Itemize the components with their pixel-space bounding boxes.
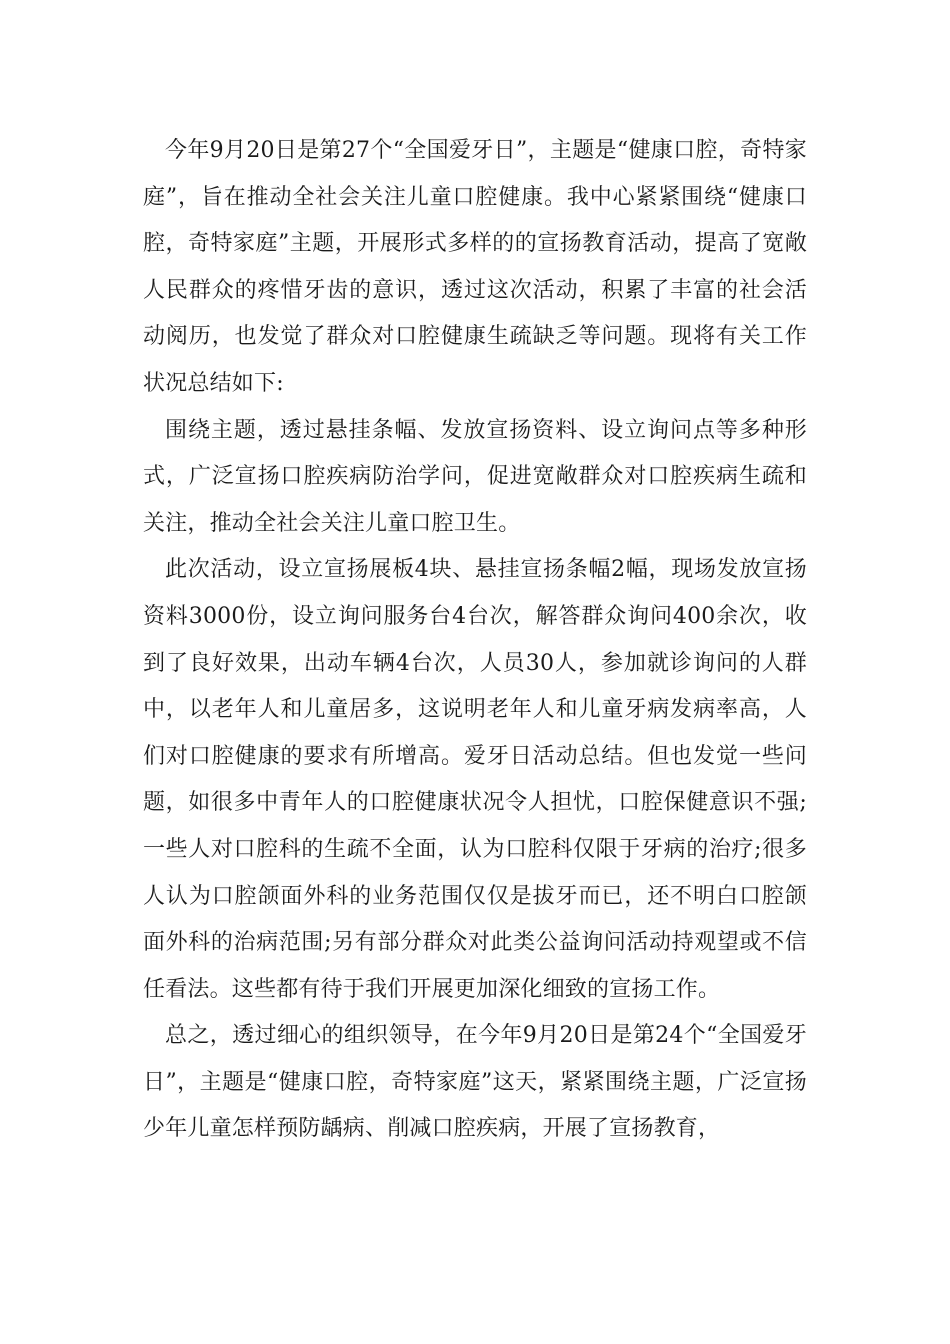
document-body	[143, 128, 807, 1153]
paragraph-summary: 总之，透过细心的组织领导，在今年9月20日是第24个“全国爱牙日”，主题是“健康口腔，奇特家庭”这天，紧紧围绕主题，广泛宣扬少年儿童怎样预防龋病、削减口腔疾病，开展了宣扬教育，	[143, 1023, 807, 1142]
paragraph-activities: 围绕主题，透过悬挂条幅、发放宣扬资料、设立询问点等多种形式，广泛宣扬口腔疾病防治学问，促进宽敞群众对口腔疾病生疏和关注，推动全社会关注儿童口腔卫生。	[143, 417, 807, 536]
paragraph-intro: 今年9月20日是第27个“全国爱牙日”，主题是“健康口腔，奇特家庭”，旨在推动全社会关注儿童口腔健康。我中心紧紧围绕“健康口腔，奇特家庭”主题，开展形式多样的的宣扬教育活动，提高了宽敞人民群众的疼惜牙齿的意识，透过这次活动，积累了丰富的社会活动阅历，也发觉了群众对口腔健康生疏缺乏等问题。现将有关工作状况总结如下:	[143, 138, 807, 396]
paragraph-results: 此次活动，设立宣扬展板4块、悬挂宣扬条幅2幅，现场发放宣扬资料3000份，设立询问服务台4台次，解答群众询问400余次，收到了良好效果，出动车辆4台次，人员30人，参加就诊询问的人群中，以老年人和儿童居多，这说明老年人和儿童牙病发病率高，人们对口腔健康的要求有所增高。爱牙日活动总结。但也发觉一些问题，如很多中青年人的口腔健康状况令人担忧，口腔保健意识不强;一些人对口腔科的生疏不全面，认为口腔科仅限于牙病的治疗;很多人认为口腔颌面外科的业务范围仅仅是拔牙而已，还不明白口腔颌面外科的治病范围;另有部分群众对此类公益询问活动持观望或不信任看法。这些都有待于我们开展更加深化细致的宣扬工作。	[143, 557, 807, 1002]
